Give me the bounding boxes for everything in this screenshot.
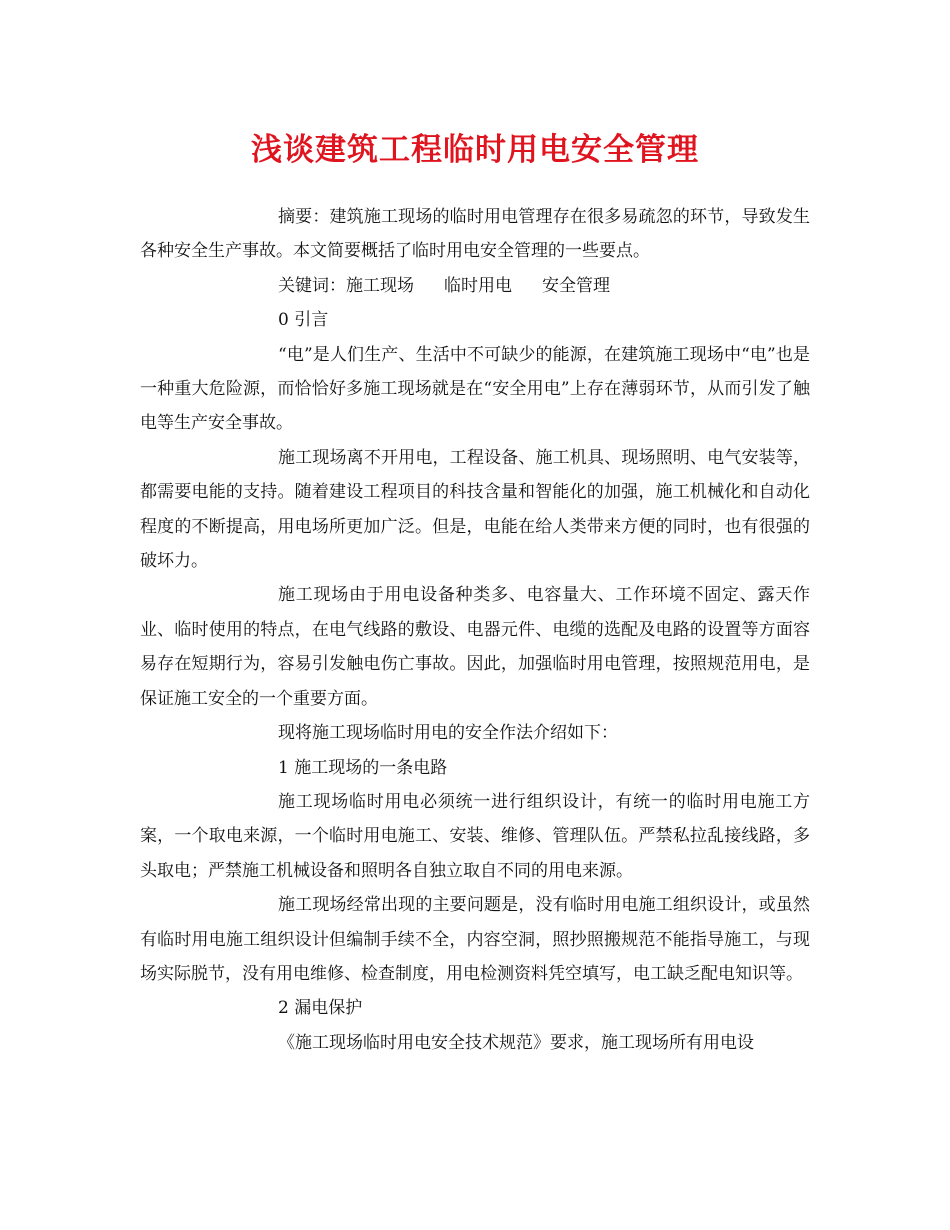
document-title: 浅谈建筑工程临时用电安全管理 <box>251 132 699 168</box>
keyword: 临时用电 <box>444 275 512 296</box>
body-paragraph: 施工现场由于用电设备种类多、电容量大、工作环境不固定、露天作业、临时使用的特点，在电气线路的敷设、电器元件、电缆的选配及电路的设置等方面容易存在短期行为，容易引发触电伤亡事故。因此，加强临时用电管理，按照规范用电，是保证施工安全的一个重要方面。 <box>140 585 810 709</box>
keywords-label: 关键词： <box>278 275 346 296</box>
body-paragraph: 《施工现场临时用电安全技术规范》要求，施工现场所有用电设 <box>278 1032 754 1053</box>
section-heading: 1 施工现场的一条电路 <box>278 757 448 778</box>
body-paragraph: 施工现场离不开用电，工程设备、施工机具、现场照明、电气安装等，都需要电能的支持。随着建设工程项目的科技含量和智能化的加强，施工机械化和自动化程度的不断提高，用电场所更加广泛。但是，电能在给人类带来方便的同时，也有很强的破坏力。 <box>140 447 810 572</box>
body-paragraph: 现将施工现场临时用电的安全作法介绍如下： <box>278 723 618 744</box>
body-paragraph: “电”是人们生产、生活中不可缺少的能源，在建筑施工现场中“电”也是一种重大危险源，而恰恰好多施工现场就是在“安全用电”上存在薄弱环节，从而引发了触电等生产安全事故。 <box>140 344 810 434</box>
keywords-line <box>140 269 810 303</box>
section-heading: 0 引言 <box>278 310 329 331</box>
body-paragraph: 施工现场经常出现的主要问题是，没有临时用电施工组织设计，或虽然有临时用电施工组织设计但编制手续不全，内容空洞，照抄照搬规范不能指导施工，与现场实际脱节，没有用电维修、检查制度，用电检测资料凭空填写，电工缺乏配电知识等。 <box>140 895 810 984</box>
body-paragraph: 施工现场临时用电必须统一进行组织设计，有统一的临时用电施工方案，一个取电来源，一个临时用电施工、安装、维修、管理队伍。严禁私拉乱接线路，多头取电；严禁施工机械设备和照明各自独立取自不同的用电来源。 <box>140 791 810 881</box>
section-heading: 2 漏电保护 <box>278 998 363 1019</box>
keyword: 施工现场 <box>346 275 414 296</box>
document-body <box>140 200 810 1060</box>
abstract-paragraph: 摘要：建筑施工现场的临时用电管理存在很多易疏忽的环节，导致发生各种安全生产事故。本文简要概括了临时用电安全管理的一些要点。 <box>140 207 810 262</box>
keyword: 安全管理 <box>542 275 610 296</box>
